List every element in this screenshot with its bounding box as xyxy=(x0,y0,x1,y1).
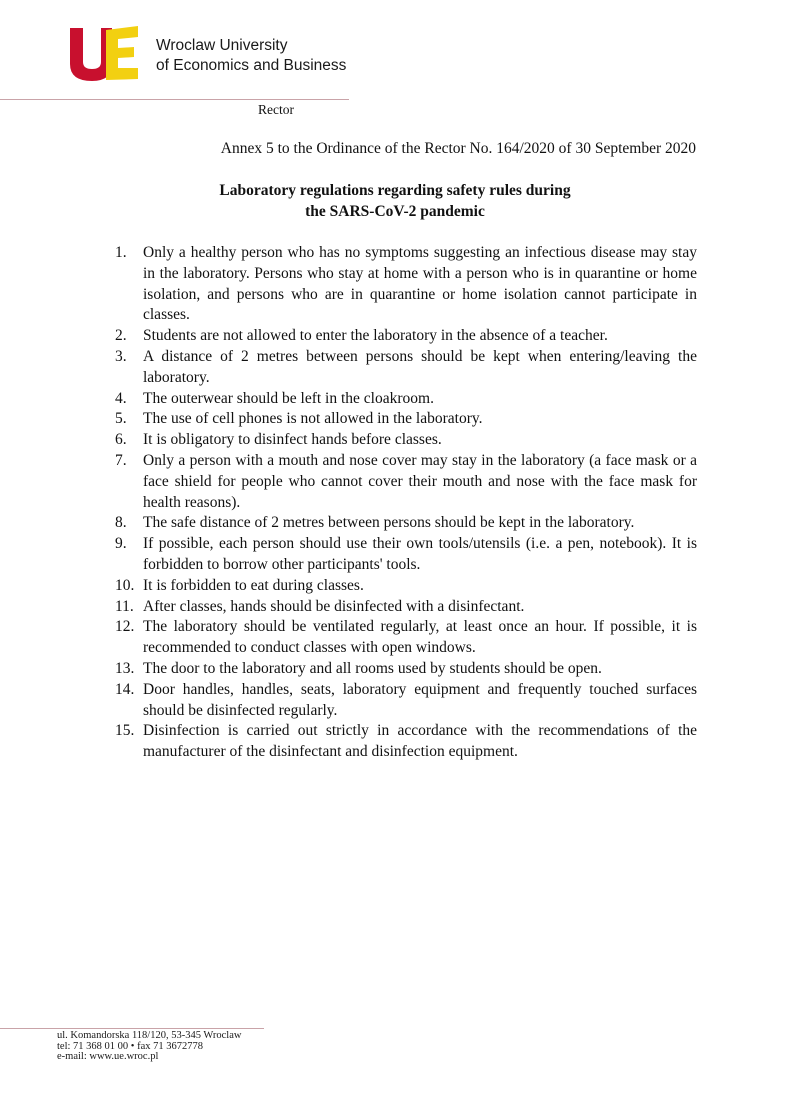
list-item-text: After classes, hands should be disinfected with a disinfectant. xyxy=(143,597,525,615)
document-title xyxy=(150,180,640,222)
list-item-text: Only a person with a mouth and nose cover may stay in the laboratory (a face mask or a face shield for people who cannot cover their mouth and nose with the face mask for health reasons). xyxy=(143,451,697,511)
list-item xyxy=(115,409,697,430)
list-item-number: 15. xyxy=(115,722,135,740)
list-item-number: 14. xyxy=(115,680,135,698)
annex-reference: Annex 5 to the Ordinance of the Rector No. 164/2020 of 30 September 2020 xyxy=(220,140,696,157)
logo-e-shape xyxy=(106,26,138,80)
list-item xyxy=(115,721,697,763)
header-divider xyxy=(0,99,349,100)
list-item xyxy=(115,659,697,680)
list-item-number: 9. xyxy=(115,535,127,553)
list-item-number: 13. xyxy=(115,659,135,677)
footer-phone: tel: 71 368 01 00 • fax 71 3672778 xyxy=(57,1040,203,1052)
list-item-number: 6. xyxy=(115,431,127,449)
list-item-text: The door to the laboratory and all rooms used by students should be open. xyxy=(143,659,602,677)
university-name-line1: Wroclaw University xyxy=(156,37,288,54)
list-item-text: Disinfection is carried out strictly in accordance with the recommendations of the manufacturer of the disinfectant and disinfection equipment. xyxy=(143,722,697,761)
list-item-number: 10. xyxy=(115,576,135,594)
list-item-text: The safe distance of 2 metres between persons should be kept in the laboratory. xyxy=(143,514,635,532)
list-item-text: It is forbidden to eat during classes. xyxy=(143,576,364,594)
list-item-text: It is obligatory to disinfect hands before classes. xyxy=(143,431,442,449)
list-item xyxy=(115,389,697,410)
list-item xyxy=(115,617,697,659)
list-item xyxy=(115,576,697,597)
list-item-number: 8. xyxy=(115,514,127,532)
list-item-number: 3. xyxy=(115,347,127,365)
regulations-list xyxy=(115,243,697,763)
list-item-text: The laboratory should be ventilated regularly, at least once an hour. If possible, it is recommended to conduct classes with open windows. xyxy=(143,618,697,657)
list-item-number: 7. xyxy=(115,451,127,469)
list-item-number: 12. xyxy=(115,618,135,636)
list-item xyxy=(115,347,697,389)
list-item-text: Door handles, handles, seats, laboratory equipment and frequently touched surfaces should be disinfected regularly. xyxy=(143,680,697,719)
list-item-text: A distance of 2 metres between persons should be kept when entering/leaving the laboratory. xyxy=(143,347,697,386)
footer-email: e-mail: www.ue.wroc.pl xyxy=(57,1051,159,1062)
list-item xyxy=(115,451,697,513)
list-item xyxy=(115,513,697,534)
list-item-text: The outerwear should be left in the cloakroom. xyxy=(143,389,434,407)
logo-u-shape xyxy=(70,28,112,81)
list-item-number: 1. xyxy=(115,244,127,261)
list-item xyxy=(115,597,697,618)
footer-divider xyxy=(0,1028,264,1029)
footer-address: ul. Komandorska 118/120, 53-345 Wroclaw xyxy=(57,1030,242,1041)
list-item-text: The use of cell phones is not allowed in the laboratory. xyxy=(143,410,483,428)
list-item xyxy=(115,326,697,347)
list-item xyxy=(115,534,697,576)
list-item-text: Only a healthy person who has no symptoms suggesting an infectious disease may stay in the laboratory. Persons who stay at home with a person who is in quarantine or home isolation, and persons who are in quarantine or home isolation cannot participate in classes. xyxy=(143,244,697,324)
list-item-text: If possible, each person should use their own tools/utensils (i.e. a pen, notebook). It is forbidden to borrow other participants' tools. xyxy=(143,535,697,573)
list-item xyxy=(115,430,697,451)
title-line1: Laboratory regulations regarding safety rules during xyxy=(219,182,571,199)
list-item xyxy=(115,243,697,326)
list-item-text: Students are not allowed to enter the laboratory in the absence of a teacher. xyxy=(143,327,608,345)
list-item-number: 11. xyxy=(115,597,134,615)
list-item-number: 5. xyxy=(115,410,127,428)
list-item-number: 2. xyxy=(115,327,127,345)
title-line2: the SARS-CoV-2 pandemic xyxy=(305,203,485,220)
list-item-number: 4. xyxy=(115,389,127,407)
university-name-line2: of Economics and Business xyxy=(156,57,347,74)
footer-contact xyxy=(57,1031,241,1063)
university-name xyxy=(156,36,346,76)
ue-logo-icon xyxy=(68,26,140,82)
office-label: Rector xyxy=(258,102,294,117)
list-item xyxy=(115,680,697,722)
